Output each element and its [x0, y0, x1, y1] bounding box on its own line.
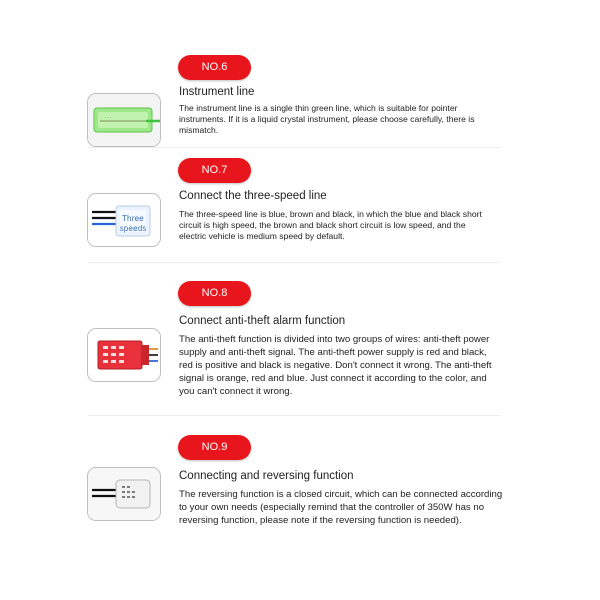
section-description: The instrument line is a single thin green line, which is suitable for pointer instruments. If it is a liquid crystal instrument, please choose carefully, there is mismatch.: [179, 103, 475, 136]
section-description: The anti-theft function is divided into two groups of wires: anti-theft power supply and anti-theft signal. The anti-theft power supply is red and black, red is positive and black is negative. Don't connect it wrong. The anti-theft signal is orange, red and blue. Just connect it according to the color, and you can't connect it wrong.: [179, 334, 492, 397]
section-title: Instrument line: [179, 86, 255, 98]
green-wire-connector-icon: [88, 94, 160, 146]
section-title: Connecting and reversing function: [179, 470, 354, 482]
thumb-label: Three: [122, 214, 144, 223]
anti-theft-alarm-image: [87, 328, 161, 382]
red-alarm-connector-icon: [88, 329, 160, 381]
instrument-line-image: [87, 93, 161, 147]
divider: [88, 415, 500, 416]
section-description: The reversing function is a closed circuit, which can be connected according to your own needs (especially remind that the controller of 350W has no reversing function, please note if the reversing function is needed).: [179, 489, 503, 526]
section-description: The three-speed line is blue, brown and black, in which the blue and black short circuit is high speed, the brown and black short circuit is low speed, and the electric vehicle is medium speed by default.: [179, 209, 482, 242]
reversing-function-image: [87, 467, 161, 521]
section-badge: NO.9: [178, 435, 251, 460]
three-speed-connector-icon: [88, 194, 160, 246]
section-title: Connect the three-speed line: [179, 190, 327, 202]
three-speed-line-image: [87, 193, 161, 247]
svg-text:· · ·: · · ·: [105, 115, 112, 120]
section-title: Connect anti-theft alarm function: [179, 315, 346, 327]
divider: [88, 147, 500, 148]
divider: [88, 262, 500, 263]
section-badge: NO.6: [178, 55, 251, 80]
reversing-connector-icon: [88, 468, 160, 520]
section-badge: NO.8: [178, 281, 251, 306]
section-badge: NO.7: [178, 158, 251, 183]
thumb-label: speeds: [119, 224, 147, 233]
